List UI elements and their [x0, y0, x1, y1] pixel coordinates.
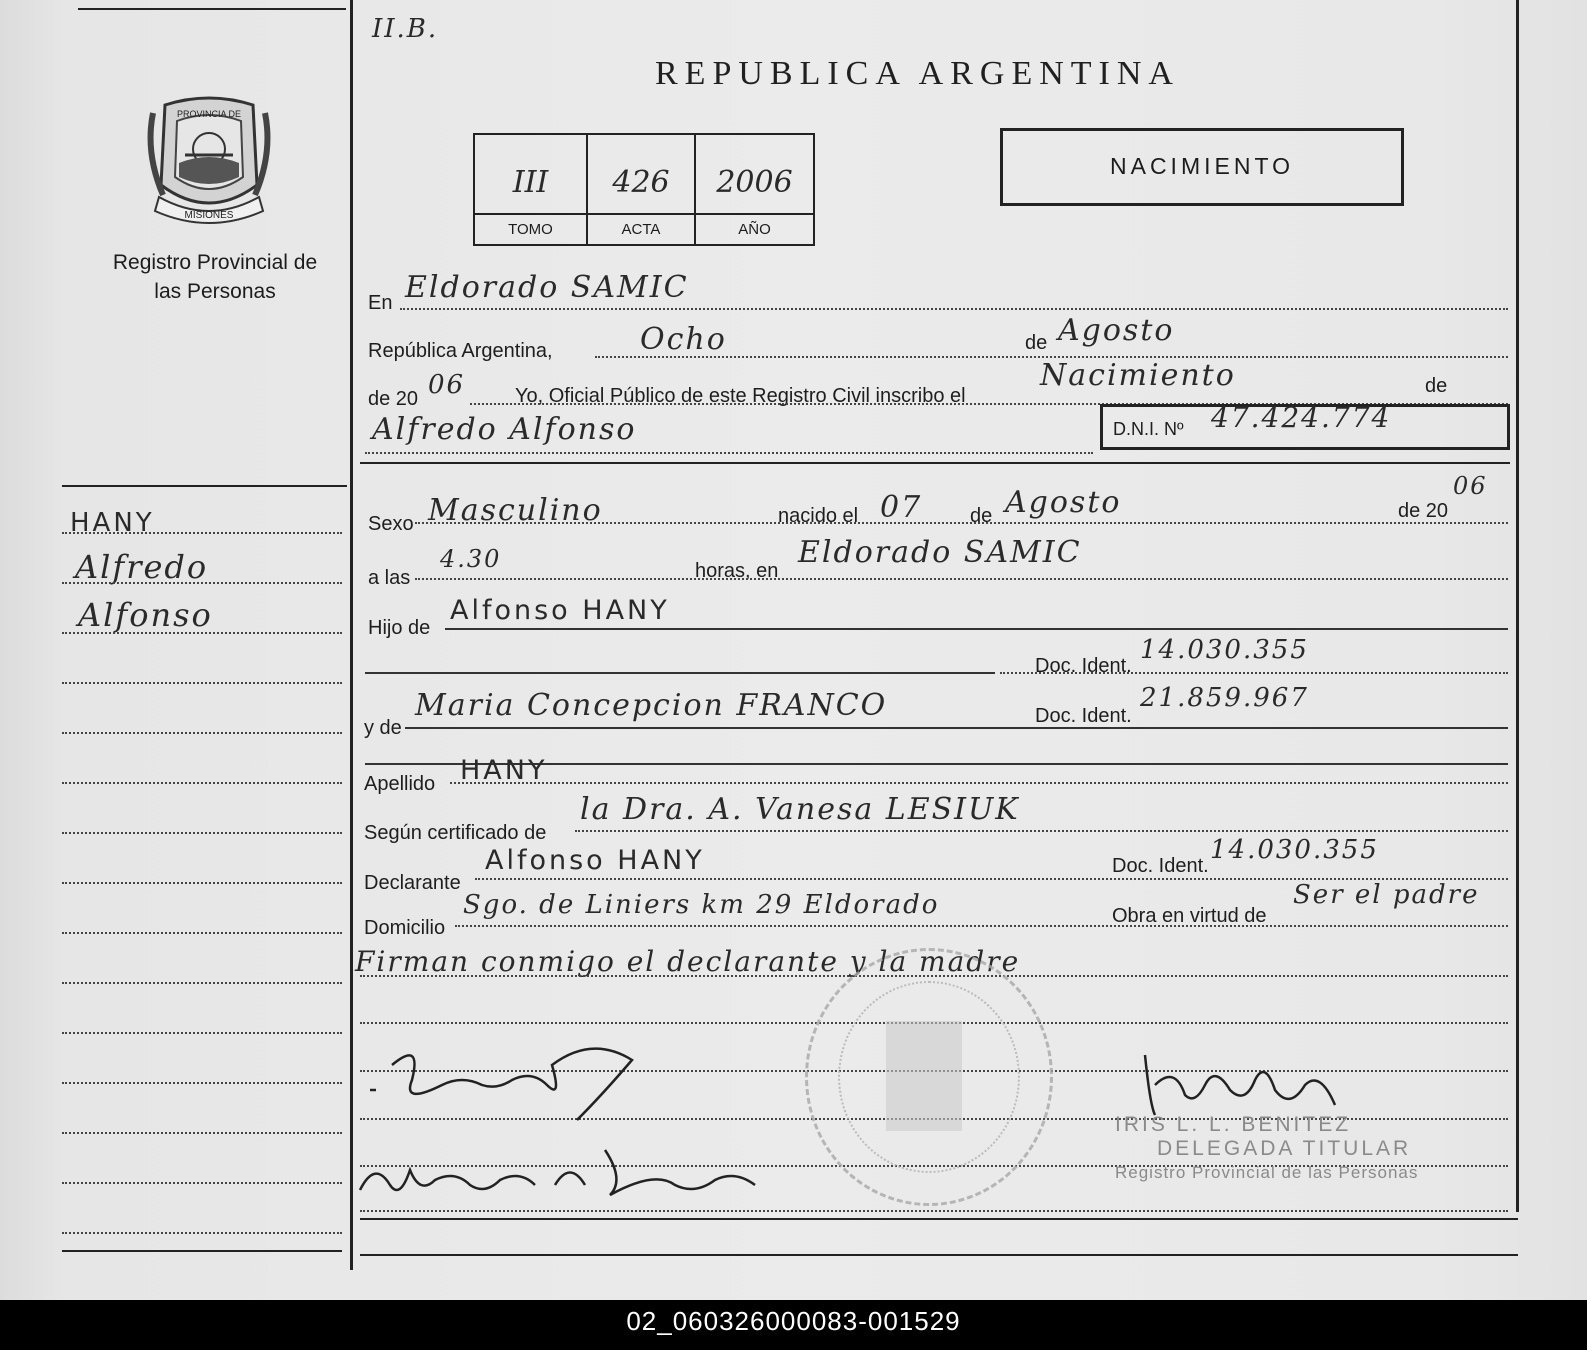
apellido-value: HANY: [460, 755, 548, 786]
mes-de-label: de: [1025, 332, 1048, 354]
top-rule-left: [78, 8, 346, 10]
hijo-line: [445, 628, 1508, 630]
domicilio-value: Sgo. de Liniers km 29 Eldorado: [463, 890, 940, 920]
firman-statement: Firman conmigo el declarante y la madre: [355, 945, 1021, 978]
inscribo-value: Nacimiento: [1040, 358, 1236, 393]
main-bottom-rule: [360, 1254, 1518, 1256]
acta-label: ACTA: [621, 221, 661, 238]
yde-label: y de: [364, 717, 402, 739]
document-title: REPUBLICA ARGENTINA: [655, 55, 1180, 92]
margin-line-11: [62, 1032, 342, 1034]
padre-doc-line: [1000, 672, 1508, 674]
obra-value: Ser el padre: [1293, 880, 1480, 910]
sexo-label: Sexo: [368, 513, 414, 535]
declarante-signature: [362, 1035, 652, 1125]
certificado-label: Según certificado de: [364, 822, 547, 844]
nacido-dia: 07: [880, 490, 923, 525]
madre-doc-value: 21.859.967: [1140, 683, 1309, 713]
sexo-line: [415, 522, 1508, 524]
margin-line-7: [62, 832, 342, 834]
nacido-de20-label: de 20: [1398, 500, 1449, 522]
margin-line-1: [62, 532, 342, 534]
nombre-line: [365, 452, 1093, 454]
nacido-anio: 06: [1453, 472, 1488, 500]
document-code: 02_060326000083-001529: [626, 1306, 961, 1336]
anio-inscripcion: 06: [428, 370, 466, 400]
corner-annotation: II.B.: [372, 14, 439, 44]
registry-name: Registro Provincial de las Personas: [112, 251, 318, 303]
padre-value: Alfonso HANY: [450, 595, 670, 626]
declarante-doc-label: Doc. Ident.: [1112, 855, 1209, 877]
dni-value: 47.424.774: [1211, 401, 1392, 434]
seal-top-text: PROVINCIA DE: [176, 109, 242, 119]
domicilio-line: [455, 925, 1508, 927]
nombre-value: Alfredo Alfonso: [372, 412, 637, 447]
anio-value: 2006: [716, 165, 793, 200]
record-type: NACIMIENTO: [1110, 153, 1294, 179]
dni-label: D.N.I. Nº: [1113, 419, 1184, 439]
madre-signature: [355, 1140, 775, 1210]
declarante-doc-value: 14.030.355: [1210, 835, 1379, 865]
alas-line: [415, 578, 1508, 580]
margin-line-4: [62, 682, 342, 684]
hora-value: 4.30: [440, 545, 502, 573]
margin-line-8: [62, 882, 342, 884]
officer-entidad: Registro Provincial de las Personas: [1115, 1163, 1419, 1182]
provincial-seal-icon: [145, 93, 273, 228]
official-stamp: [805, 948, 1053, 1206]
officer-cargo: DELEGADA TITULAR: [1157, 1137, 1412, 1160]
margin-line-12: [62, 1082, 342, 1084]
madre-line: [405, 727, 1508, 729]
padre-doc-value: 14.030.355: [1140, 635, 1309, 665]
margin-rule: [62, 485, 347, 487]
dni-box: [1100, 401, 1510, 450]
dia-value: Ocho: [640, 322, 727, 357]
margin-line-14: [62, 1182, 342, 1184]
footer-bar: [0, 1300, 1587, 1350]
margin-line-6: [62, 782, 342, 784]
apellido-line: [450, 782, 1508, 784]
yo-label: Yo, Oficial Público de este Registro Civil inscribo el: [515, 385, 966, 407]
en-value: Eldorado SAMIC: [405, 270, 689, 305]
seal-bottom-text: MISIONES: [184, 210, 234, 221]
margin-line-10: [62, 982, 342, 984]
margin-line-2: [62, 582, 342, 584]
certificado-line: [575, 830, 1508, 832]
margin-line-15: [62, 1232, 342, 1234]
domicilio-label: Domicilio: [364, 917, 446, 939]
body-rule: [360, 462, 1510, 464]
declarante-value: Alfonso HANY: [485, 845, 705, 876]
margin-line-9: [62, 932, 342, 934]
margin-line-13: [62, 1132, 342, 1134]
acta-reference-table: [473, 133, 815, 246]
padre-extra-line: [365, 672, 995, 674]
officer-stamp: [1115, 1113, 1418, 1185]
mes-value: Agosto: [1058, 313, 1175, 348]
horas-en-label: horas, en: [695, 560, 779, 582]
nacido-label: nacido el: [778, 505, 859, 527]
margin-nombre-1: Alfredo: [75, 548, 209, 586]
en-line: [400, 308, 1508, 310]
margin-nombre-2: Alfonso: [78, 596, 213, 634]
republica-label: República Argentina,: [368, 340, 553, 362]
certificado-value: la Dra. A. Vanesa LESIUK: [580, 792, 1020, 827]
alas-label: a las: [368, 567, 411, 589]
nacido-mes: Agosto: [1005, 485, 1122, 520]
madre-doc-label: Doc. Ident.: [1035, 705, 1132, 727]
declarante-label: Declarante: [364, 872, 461, 894]
margin-bottom-rule: [62, 1250, 342, 1252]
blank-line-5: [360, 1210, 1508, 1212]
margin-line-5: [62, 732, 342, 734]
sexo-value: Masculino: [428, 493, 603, 528]
madre-value: Maria Concepcion FRANCO: [415, 688, 888, 723]
obra-label: Obra en virtud de: [1112, 905, 1267, 927]
nacido-de-label: de: [970, 505, 993, 527]
margin-line-3: [62, 632, 342, 634]
hijo-label: Hijo de: [368, 617, 431, 639]
divider-line: [350, 0, 353, 1270]
apellido-label: Apellido: [364, 773, 436, 795]
tomo-value: III: [512, 165, 549, 200]
padre-doc-label: Doc. Ident.: [1035, 655, 1132, 677]
tomo-label: TOMO: [508, 221, 553, 238]
margin-apellido: HANY: [70, 508, 155, 538]
acta-value: 426: [612, 165, 670, 200]
de20-label: de 20: [368, 388, 419, 410]
officer-name: IRIS L. L. BENITEZ: [1115, 1113, 1352, 1136]
en-label: En: [368, 292, 393, 314]
right-border: [1516, 0, 1519, 1212]
record-type-box: [1000, 128, 1404, 206]
anio-label: AÑO: [738, 221, 771, 238]
bottom-rule: [360, 1218, 1518, 1220]
de-label-2: de: [1425, 375, 1448, 397]
lugar-nacimiento: Eldorado SAMIC: [798, 535, 1082, 570]
